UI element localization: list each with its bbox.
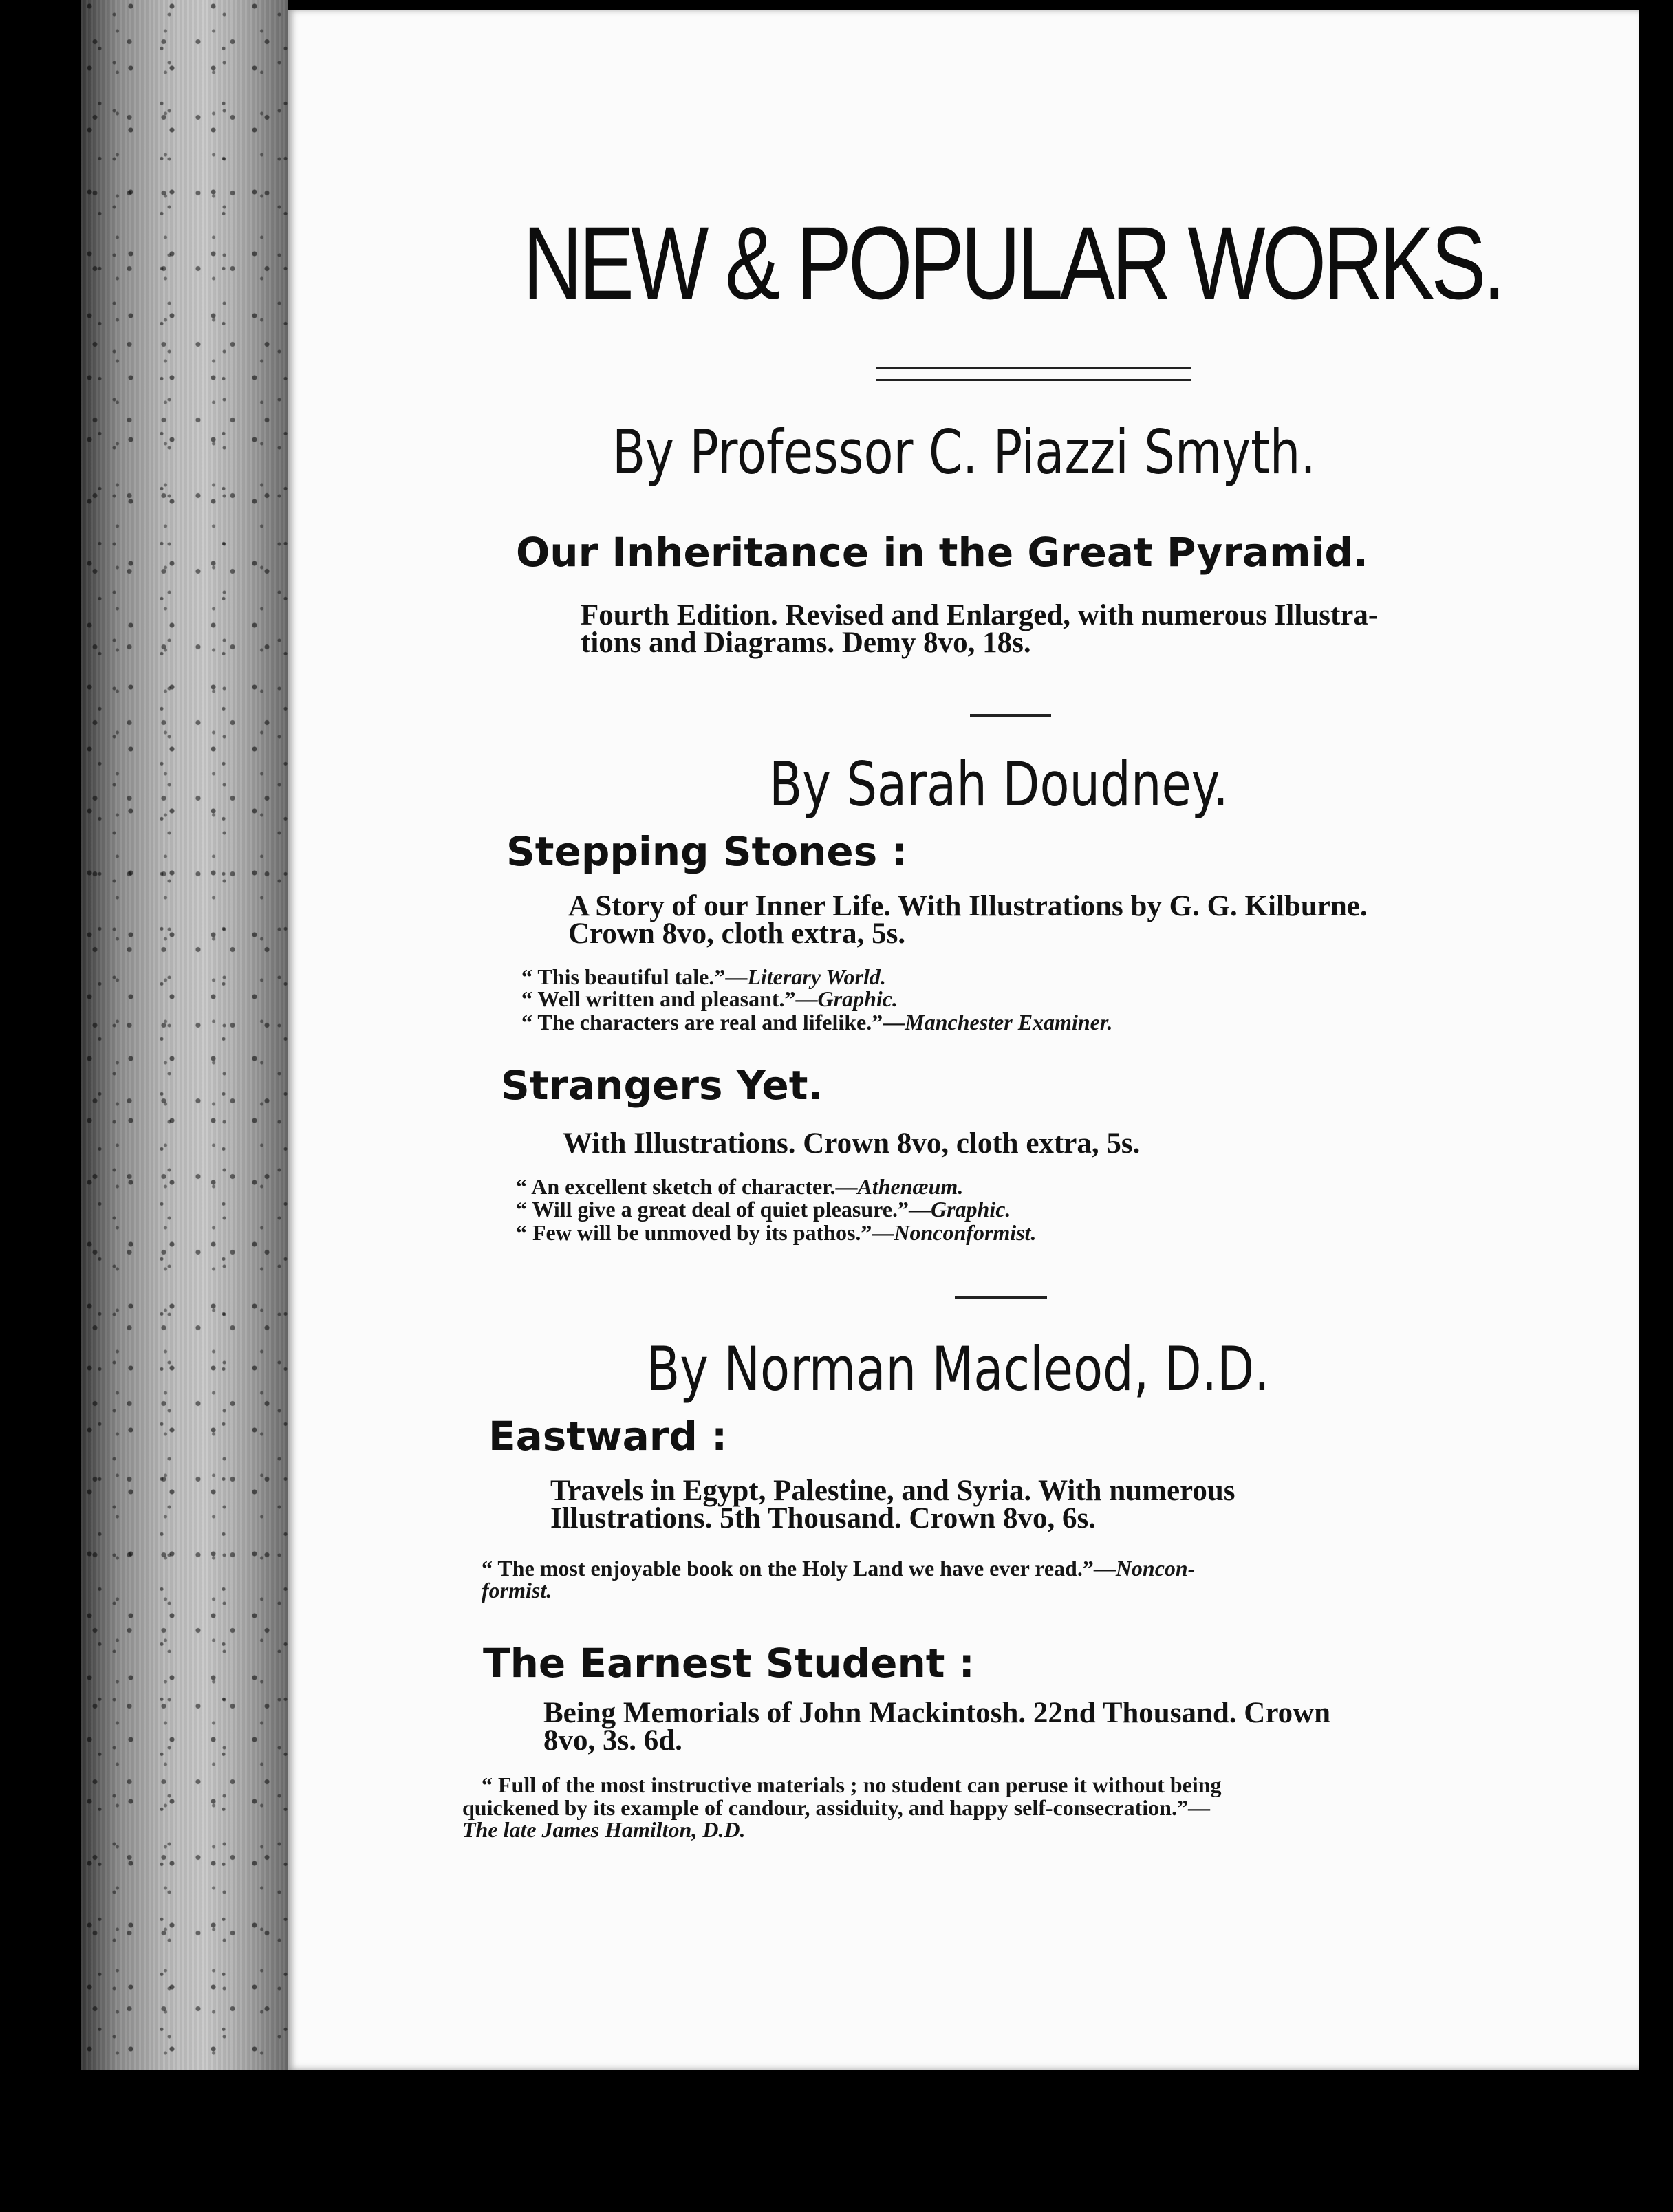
review-quote (516, 1175, 963, 1197)
review-quote (521, 966, 886, 988)
review-quote (482, 1557, 1195, 1579)
book-title-eastward: Eastward : (488, 1413, 728, 1460)
review-quote (482, 1774, 1222, 1796)
quote-text: “ This beautiful tale.”— (521, 964, 748, 989)
quote-text: “ Full of the most instructive materials ; no student can peruse it without being (482, 1772, 1222, 1797)
quote-source: Athenæum. (857, 1174, 964, 1199)
review-quote (521, 988, 898, 1010)
quote-text: “ Well written and pleasant.”— (521, 986, 818, 1011)
quote-text: “ The most enjoyable book on the Holy Land we have ever read.”— (482, 1556, 1116, 1581)
review-quote (516, 1222, 1037, 1244)
author-heading-smyth: By Professor C. Piazzi Smyth. (612, 417, 1316, 488)
quote-source: Graphic. (930, 1197, 1011, 1222)
quote-source: Noncon- (1115, 1556, 1196, 1581)
book-spine (81, 0, 288, 2070)
author-heading-doudney: By Sarah Doudney. (769, 749, 1229, 820)
advertisement-page (288, 10, 1639, 2070)
book-desc-line: Travels in Egypt, Palestine, and Syria. With numerous (550, 1475, 1235, 1507)
book-desc-line: Fourth Edition. Revised and Enlarged, with numerous Illustra- (581, 599, 1379, 631)
quote-text: “ Few will be unmoved by its pathos.”— (516, 1220, 894, 1245)
quote-source: formist. (482, 1578, 552, 1603)
book-desc-line: With Illustrations. Crown 8vo, cloth extra, 5s. (563, 1127, 1141, 1160)
book-title-stepping-stones: Stepping Stones : (506, 828, 907, 875)
book-desc-line: Being Memorials of John Mackintosh. 22nd Thousand. Crown (543, 1697, 1331, 1729)
quote-source: The late James Hamilton, D.D. (462, 1817, 746, 1842)
book-title-strangers-yet: Strangers Yet. (501, 1062, 823, 1109)
review-quote (462, 1819, 746, 1841)
section-divider (970, 714, 1051, 717)
book-title-great-pyramid: Our Inheritance in the Great Pyramid. (516, 529, 1368, 576)
review-quote (482, 1579, 552, 1601)
book-desc-line: A Story of our Inner Life. With Illustrations by G. G. Kilburne. (568, 890, 1368, 922)
review-quote (462, 1797, 1210, 1819)
spine-texture (81, 0, 288, 2070)
review-quote (516, 1198, 1011, 1220)
quote-source: Graphic. (817, 986, 898, 1011)
quote-text: quickened by its example of candour, assiduity, and happy self-consecration.”— (462, 1795, 1210, 1820)
book-desc-line: Illustrations. 5th Thousand. Crown 8vo, 6s. (550, 1502, 1096, 1535)
author-heading-macleod: By Norman Macleod, D.D. (647, 1334, 1270, 1405)
book-title-earnest-student: The Earnest Student : (483, 1640, 975, 1687)
quote-source: Manchester Examiner. (905, 1010, 1113, 1034)
section-divider (955, 1296, 1047, 1299)
page-heading: NEW & POPULAR WORKS. (523, 205, 1503, 321)
quote-source: Nonconformist. (894, 1220, 1037, 1245)
quote-source: Literary World. (747, 964, 886, 989)
book-desc-line: tions and Diagrams. Demy 8vo, 18s. (581, 627, 1031, 659)
book-desc-line: Crown 8vo, cloth extra, 5s. (568, 918, 906, 950)
quote-text: “ Will give a great deal of quiet pleasure.”— (516, 1197, 931, 1222)
quote-text: “ The characters are real and lifelike.”— (521, 1010, 905, 1034)
quote-text: “ An excellent sketch of character.— (516, 1174, 858, 1199)
book-desc-line: 8vo, 3s. 6d. (543, 1724, 682, 1757)
right-edge-shadow (1639, 0, 1673, 2212)
review-quote (521, 1011, 1113, 1033)
heading-double-rule (876, 367, 1191, 381)
